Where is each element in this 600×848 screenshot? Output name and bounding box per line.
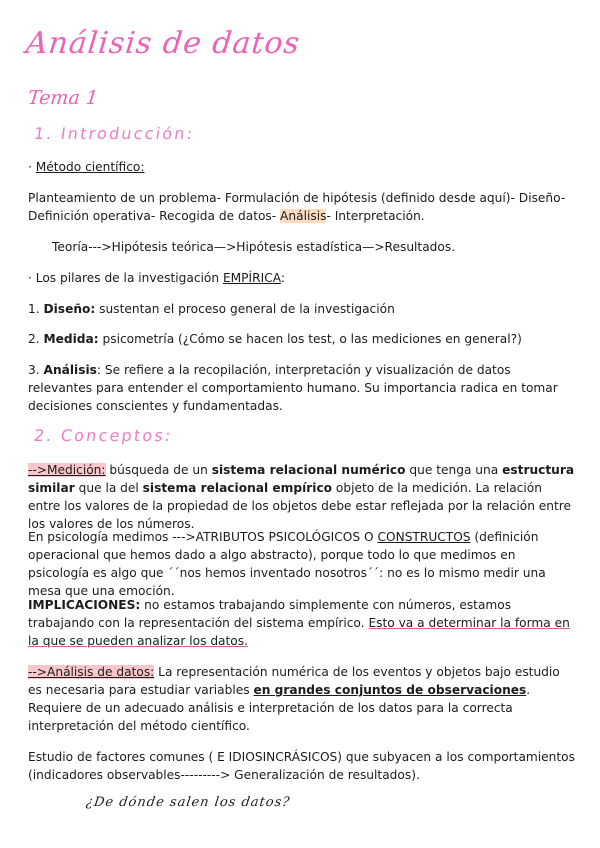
constructos-text: CONSTRUCTOS	[377, 530, 471, 544]
teoria-flow: Teoría--->Hipótesis teórica—>Hipótesis estadística—>Resultados.	[52, 240, 456, 254]
topic-heading: Tema 1	[26, 87, 100, 109]
metodo-cientifico-label: · Método científico:	[28, 160, 145, 174]
handwritten-question: ¿De dónde salen los datos?	[84, 795, 292, 810]
grandes-conjuntos-text: en grandes conjuntos de observaciones	[253, 683, 527, 697]
factores-paragraph: Estudio de factores comunes ( E IDIOSINCRÁSICOS) que subyacen a los comportamientos (indicadores observables---------> Generalización de resultados).	[28, 750, 575, 782]
analisis-datos-paragraph: -->Análisis de datos: La representación numérica de los eventos y objetos bajo estudio es necesaria para estudiar variables en grandes conjuntos de observaciones. Requiere de un adecuado análisis e interpretación de los datos para la correcta interpretación del método científico.	[28, 665, 560, 733]
section-heading-introduccion: 1. Introducción:	[32, 124, 196, 143]
psicologia-paragraph: En psicología medimos --->ATRIBUTOS PSICOLÓGICOS O CONSTRUCTOS (definición operacional que hemos dado a algo abstracto), porque todo lo que medimos en psicología es algo que ´´nos hemos inventado nosotros´´: no es lo mismo medir una mesa que una emoción.	[28, 530, 546, 598]
medicion-paragraph: -->Medición: búsqueda de un sistema relacional numérico que tenga una estructura similar que la del sistema relacional empírico objeto de la medición. La relación entre los valores de la propiedad de los objetos debe estar reflejada por la relación entre los valores de los números.	[28, 463, 575, 531]
pilares-paragraph: · Los pilares de la investigación EMPÍRICA:	[28, 271, 285, 285]
pilar-analisis: 3. Análisis: Se refiere a la recopilación, interpretación y visualización de datos relevantes para entender el comportamiento humano. Su importancia radica en tomar decisiones conscientes y fundamentadas.	[28, 363, 558, 413]
metodo-cientifico-text: Método científico:	[35, 160, 145, 174]
empirica-text: EMPÍRICA	[222, 271, 281, 285]
document-title: Análisis de datos	[24, 26, 302, 61]
analisis-datos-label: -->Análisis de datos:	[28, 665, 155, 679]
planteamiento-paragraph: Planteamiento de un problema- Formulación de hipótesis (definido desde aquí)- Diseño-Definición operativa- Recogida de datos- Análisis- Interpretación.	[28, 191, 566, 223]
analisis-highlight: Análisis	[280, 209, 327, 223]
medicion-label: -->Medición:	[28, 463, 106, 477]
section-heading-conceptos: 2. Conceptos:	[32, 426, 174, 445]
pilar-medida: 2. Medida: psicometría (¿Cómo se hacen los test, o las mediciones en general?)	[28, 332, 522, 346]
implicaciones-underlined: Esto va a determinar la forma en la que se pueden analizar los datos.	[28, 616, 570, 648]
pilar-diseno: 1. Diseño: sustentan el proceso general de la investigación	[28, 302, 395, 316]
implicaciones-paragraph: IMPLICACIONES: no estamos trabajando simplemente con números, estamos trabajando con la representación del sistema empírico. Esto va a determinar la forma en la que se pueden analizar los datos.	[28, 598, 570, 648]
